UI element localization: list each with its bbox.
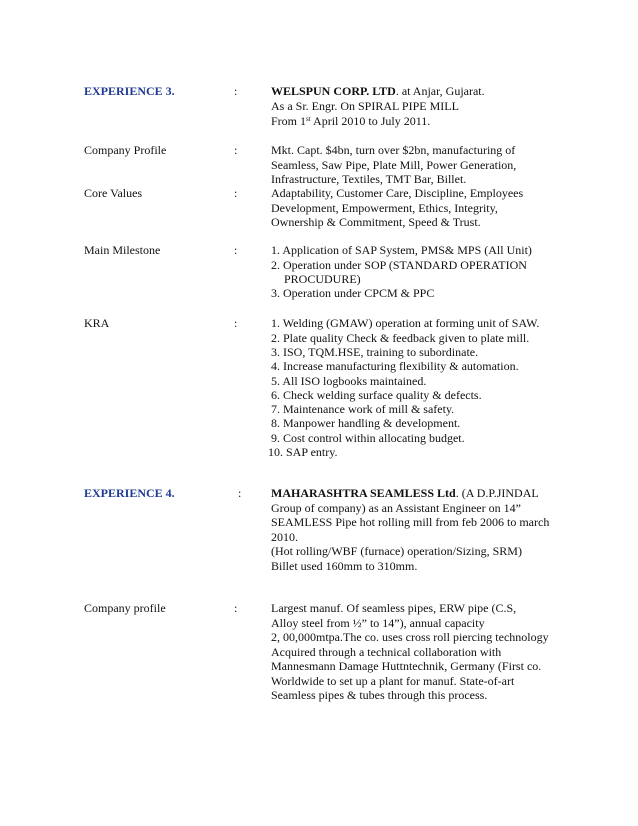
kra-item: 2. Plate quality Check & feedback given to plate mill. xyxy=(271,331,530,345)
colon: : xyxy=(234,84,238,98)
company-name: WELSPUN CORP. LTD xyxy=(271,84,396,98)
kra-label: KRA xyxy=(84,316,110,330)
kra-item: 5. All ISO logbooks maintained. xyxy=(271,374,427,388)
company-profile-label: Company profile xyxy=(84,601,166,615)
colon: : xyxy=(234,601,238,615)
experience-3-period xyxy=(271,114,430,129)
kra-item: 6. Check welding surface quality & defects. xyxy=(271,388,482,402)
experience-4-detail: Billet used 160mm to 310mm. xyxy=(271,559,418,573)
colon: : xyxy=(238,486,242,500)
kra-item: 10. SAP entry. xyxy=(268,445,338,459)
experience-4-detail: (Hot rolling/WBF (furnace) operation/Sizing, SRM) xyxy=(271,544,522,558)
experience-4-detail: Group of company) as an Assistant Engineer on 14” xyxy=(271,501,521,515)
kra-item: 3. ISO, TQM.HSE, training to subordinate. xyxy=(271,345,479,359)
kra-item: 4. Increase manufacturing flexibility & automation. xyxy=(271,359,519,373)
colon: : xyxy=(234,316,238,330)
core-values-label: Core Values xyxy=(84,186,143,200)
kra-item: 7. Maintenance work of mill & safety. xyxy=(271,402,455,416)
company-name: MAHARASHTRA SEAMLESS Ltd xyxy=(271,486,456,500)
experience-4-detail: SEAMLESS Pipe hot rolling mill from feb 2006 to march xyxy=(271,515,550,529)
period-start: From 1 xyxy=(271,114,307,128)
company-profile-line: 2, 00,000mtpa.The co. uses cross roll piercing technology xyxy=(271,630,549,644)
company-note: . (A D.P.JINDAL xyxy=(455,486,539,500)
core-values-line: Ownership & Commitment, Speed & Trust. xyxy=(271,215,481,229)
experience-4-company-line xyxy=(271,486,539,501)
company-profile-label: Company Profile xyxy=(84,143,167,157)
period-end: April 2010 to July 2011. xyxy=(310,114,431,128)
milestone-item: 2. Operation under SOP (STANDARD OPERATION xyxy=(271,258,527,272)
experience-3-heading: EXPERIENCE 3. xyxy=(84,84,175,98)
company-profile-line: Acquired through a technical collaboration with xyxy=(271,645,502,659)
main-milestone-label: Main Milestone xyxy=(84,243,161,257)
company-profile-line: Worldwide to set up a plant for manuf. State-of-art xyxy=(271,674,515,688)
company-profile-line: Infrastructure, Textiles, TMT Bar, Billet. xyxy=(271,172,467,186)
milestone-item-continuation: PROCUDURE) xyxy=(284,272,361,286)
core-values-line: Development, Empowerment, Ethics, Integrity, xyxy=(271,201,498,215)
company-profile-line: Seamless, Saw Pipe, Plate Mill, Power Generation, xyxy=(271,158,517,172)
period-ordinal: st xyxy=(306,115,311,123)
company-profile-line: Mannesmann Damage Huttntechnik, Germany (First co. xyxy=(271,659,542,673)
colon: : xyxy=(234,186,238,200)
core-values-line: Adaptability, Customer Care, Discipline, Employees xyxy=(271,186,524,200)
kra-item: 8. Manpower handling & development. xyxy=(271,416,461,430)
colon: : xyxy=(234,243,238,257)
experience-3-company-line xyxy=(271,84,485,99)
company-profile-line: Seamless pipes & tubes through this process. xyxy=(271,688,488,702)
company-location: . at Anjar, Gujarat. xyxy=(395,84,485,98)
company-profile-line: Largest manuf. Of seamless pipes, ERW pipe (C.S, xyxy=(271,601,517,615)
experience-4-detail: 2010. xyxy=(271,530,298,544)
company-profile-line: Mkt. Capt. $4bn, turn over $2bn, manufacturing of xyxy=(271,143,516,157)
company-profile-line: Alloy steel from ½” to 14”), annual capacity xyxy=(271,616,485,630)
kra-item: 1. Welding (GMAW) operation at forming unit of SAW. xyxy=(271,316,540,330)
colon: : xyxy=(234,143,238,157)
milestone-item: 1. Application of SAP System, PMS& MPS (All Unit) xyxy=(271,243,532,257)
experience-3-role: As a Sr. Engr. On SPIRAL PIPE MILL xyxy=(271,99,459,113)
kra-item: 9. Cost control within allocating budget. xyxy=(271,431,465,445)
experience-4-heading: EXPERIENCE 4. xyxy=(84,486,175,500)
milestone-item: 3. Operation under CPCM & PPC xyxy=(271,286,435,300)
